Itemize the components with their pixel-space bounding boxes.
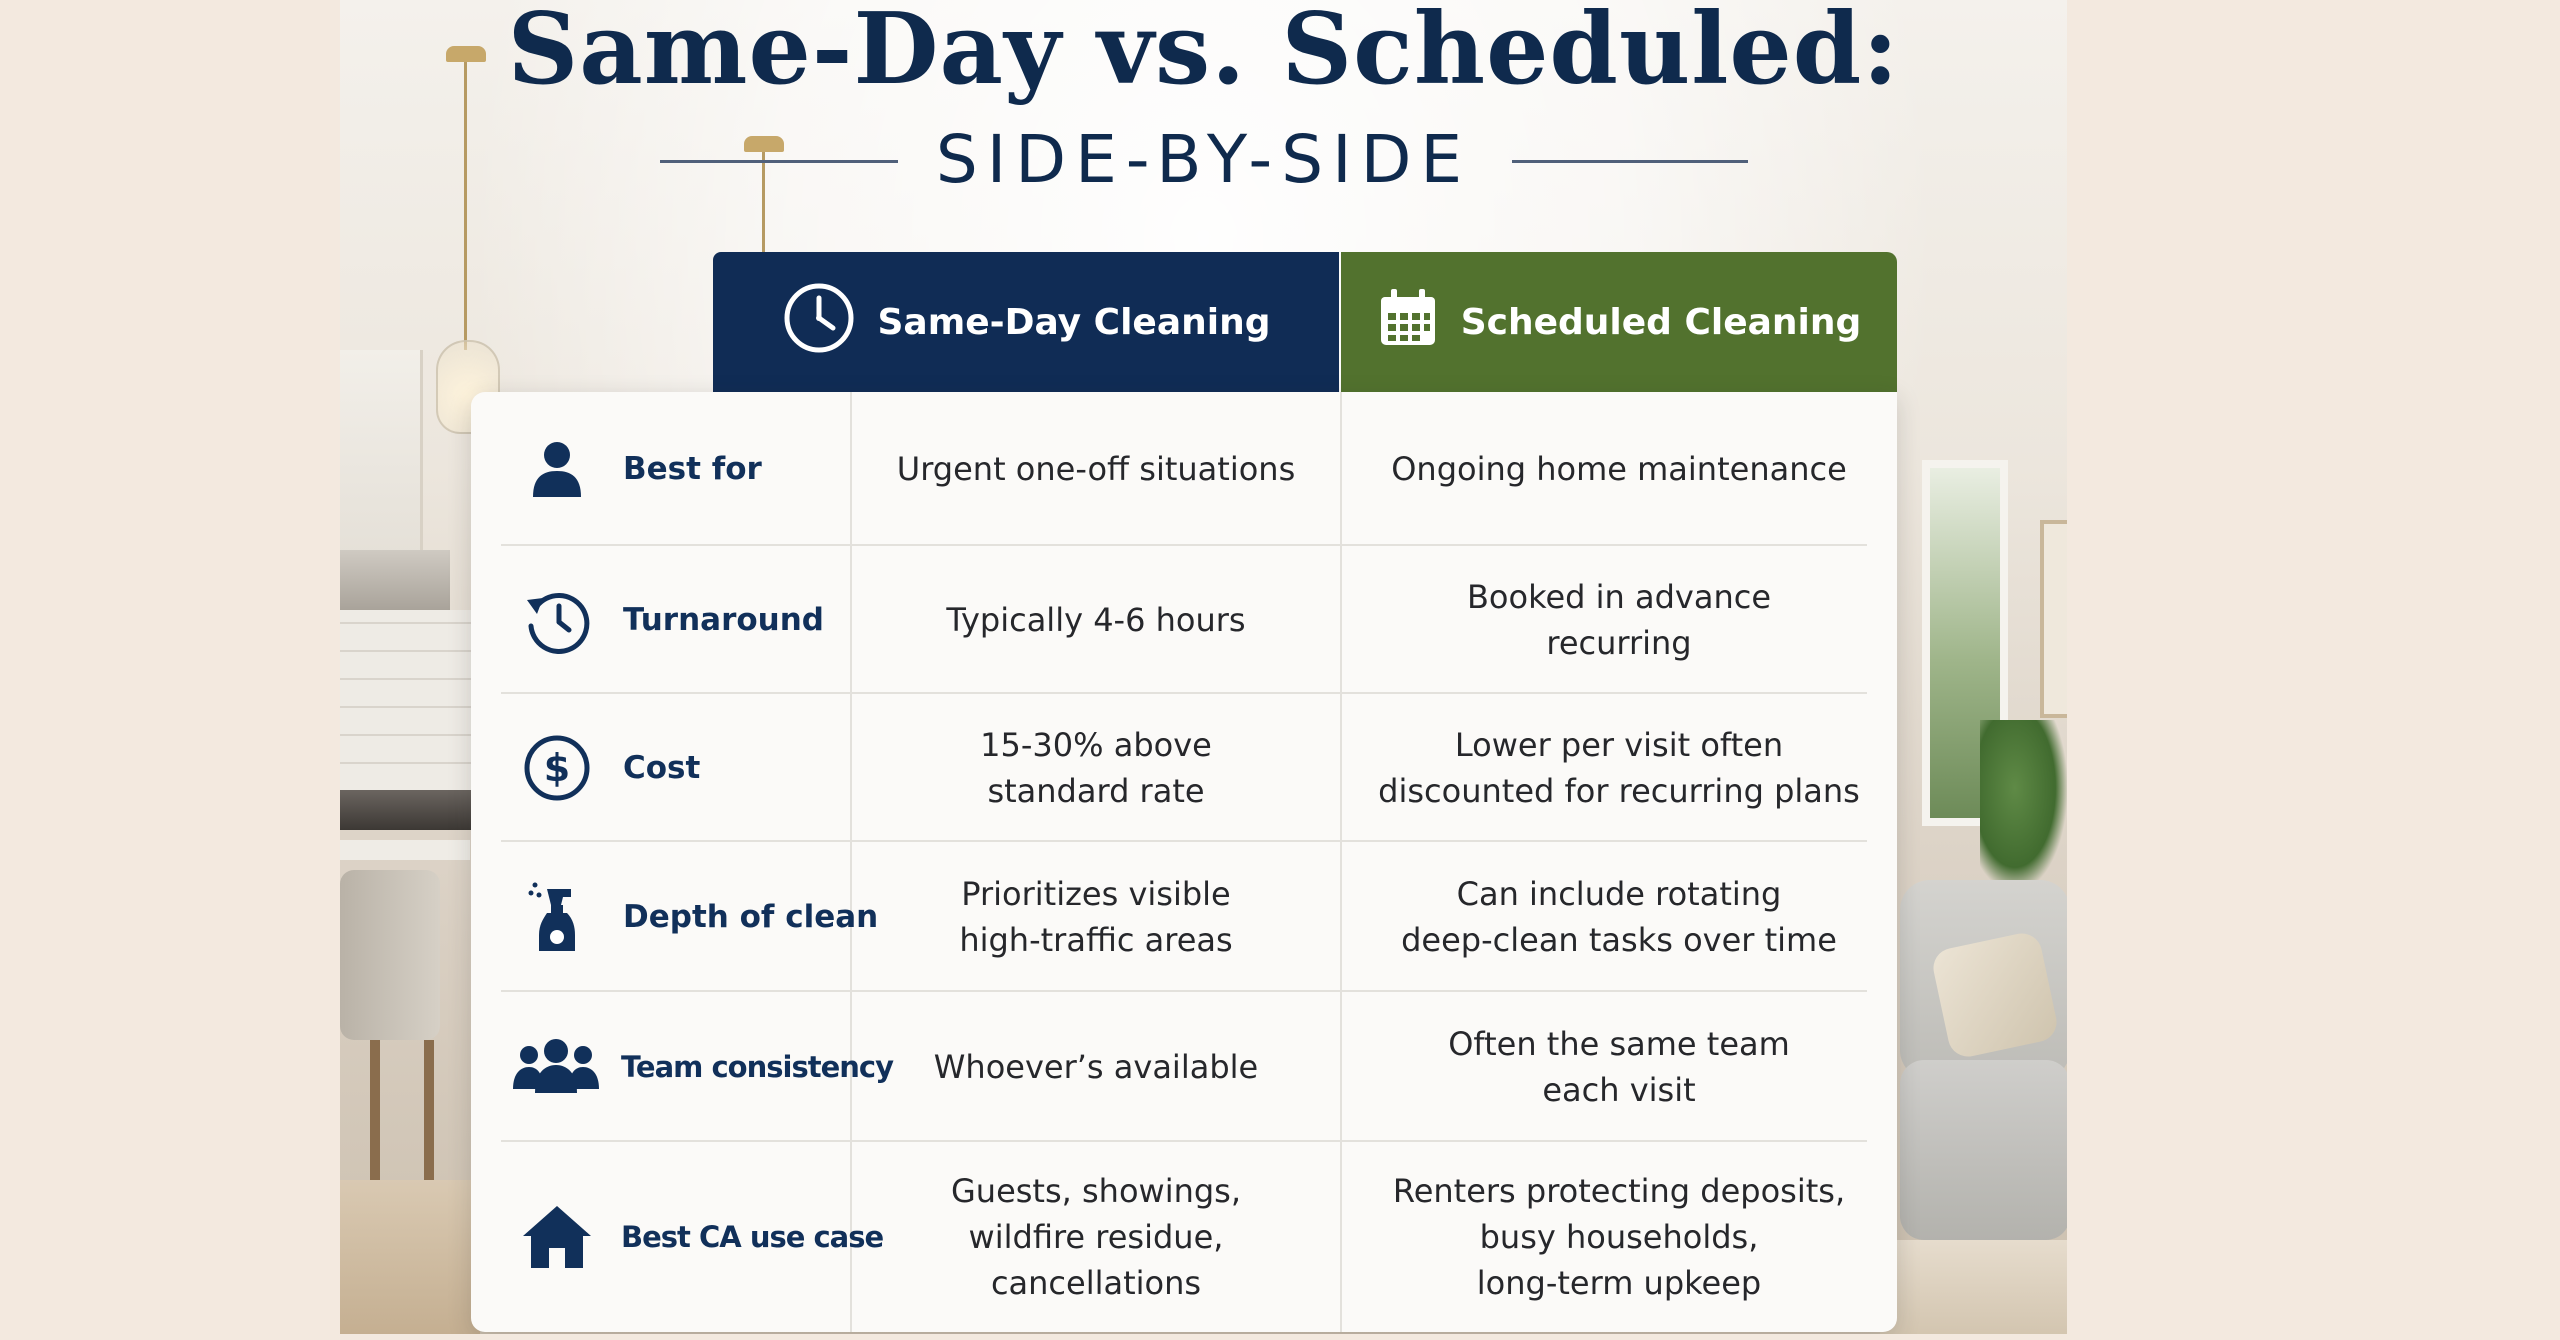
scheduled-value: Booked in advance recurring [1466,578,1772,662]
comparison-table [471,392,1897,1332]
table-row [471,546,1897,694]
row-label-cell [471,1142,884,1332]
svg-text:$: $ [543,746,571,790]
page-subtitle: SIDE-BY-SIDE [935,121,1472,198]
kitchen-island [340,840,470,860]
row-label: Turnaround [623,602,825,638]
bar-stool [340,870,440,1040]
stove [340,790,480,830]
house-icon [519,1199,595,1275]
page-title: Same-Day vs. Scheduled: [507,0,1900,107]
scheduled-value: Ongoing home maintenance [1391,450,1847,488]
table-row [471,992,1897,1142]
kitchen-backsplash [340,610,480,790]
scheduled-value: Lower per visit often discounted for recurring plans [1378,726,1860,810]
person-icon [519,431,595,507]
team-icon [511,1029,601,1105]
floor [340,1180,480,1334]
row-label-cell [471,992,893,1142]
range-hood [340,550,450,610]
row-label-cell [471,392,850,546]
row-label-cell [471,546,850,694]
table-row [471,694,1897,842]
same-day-value: Guests, showings, wildfire residue, cancellations [950,1172,1242,1302]
row-label: Cost [623,750,701,786]
pillow [1930,930,2060,1060]
column-header-same-day [713,252,1339,392]
row-label: Team consistency [621,1050,893,1084]
row-label: Depth of clean [623,899,879,935]
floor [1880,1240,2067,1334]
wall-art [2040,520,2067,718]
scheduled-value: Often the same team each visit [1448,1025,1790,1109]
same-day-value: Prioritizes visible high-traffic areas [959,875,1233,959]
column-header-label: Same-Day Cleaning [877,301,1271,343]
house-plant [1980,720,2067,890]
column-header-label: Scheduled Cleaning [1460,301,1862,343]
row-label-cell [471,842,879,992]
row-label: Best CA use case [621,1220,884,1254]
table-row [471,842,1897,992]
row-label-cell [471,694,850,842]
spray-bottle-icon [519,879,595,955]
row-label: Best for [623,451,762,487]
table-row [471,392,1897,546]
history-clock-icon [519,582,595,658]
same-day-value: Typically 4-6 hours [946,601,1246,639]
calendar-icon [1377,287,1439,358]
same-day-value: 15-30% above standard rate [980,726,1212,810]
same-day-value: Urgent one-off situations [896,450,1296,488]
scheduled-value: Renters protecting deposits, busy households, long-term upkeep [1392,1172,1846,1302]
sofa-seat [1900,1060,2067,1240]
scheduled-value: Can include rotating deep-clean tasks over time [1401,875,1837,959]
same-day-value: Whoever’s available [933,1048,1259,1086]
infographic-canvas [340,0,2067,1334]
subtitle-rule-right [1512,160,1748,163]
clock-icon [782,281,856,364]
column-header-scheduled [1341,252,1897,392]
subtitle-row [340,120,2067,200]
dollar-icon [519,730,595,806]
table-row [471,1142,1897,1332]
